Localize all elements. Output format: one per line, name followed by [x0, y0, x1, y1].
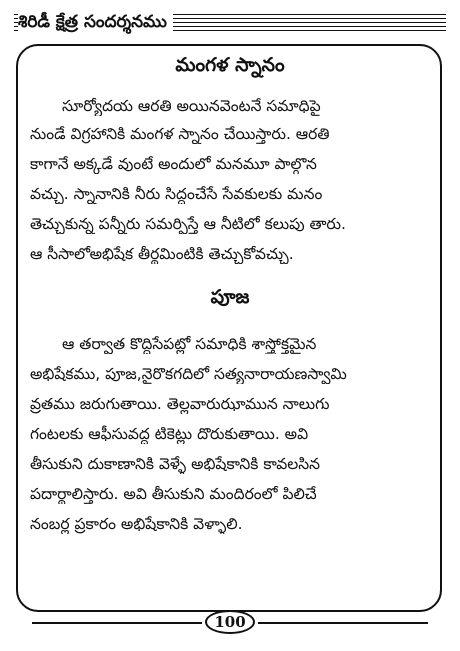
paragraph-line: పదార్థాలిస్తారు. అవి తీసుకుని మందిరంలో పిలిచే — [30, 485, 317, 503]
book-title: శిరిడీ క్షేత్ర సందర్శనము — [18, 12, 173, 36]
page-number: 100 — [205, 610, 255, 634]
paragraph-line: ఆ సీసాలోఅభిషేక తీర్థమింటికి తెచ్చుకోవచ్చు. — [30, 245, 294, 263]
section-heading-pooja: పూజ — [210, 286, 250, 308]
paragraph-line: వ్రతము జరుగుతాయి. తెల్లవారుఝామున నాలుగు — [30, 395, 330, 413]
paragraph-line: గంటలకు ఆఫీసువద్ద టికెట్లు దొరుకుతాయి. అవి — [30, 425, 309, 443]
paragraph-line: సూర్యోదయ ఆరతి అయినవెంటనే సమాధిపై — [62, 97, 321, 115]
paragraph-line: నంబర్ల ప్రకారం అభిషేకానికి వెళ్ళాలి. — [30, 515, 243, 533]
footer-rule-left — [32, 622, 202, 624]
paragraph-line: తీసుకుని దుకాణానికి వెళ్ళే అభిషేకానికి కావలసిన — [30, 455, 321, 473]
paragraph-line: ఆ తర్వాత కొద్దిసేపట్లో సమాధికి శాస్త్రోక్తమైన — [62, 335, 317, 353]
paragraph-line: కాగానే అక్కడే వుంటే అందులో మనమూ పాల్గొన — [30, 155, 317, 173]
paragraph-line: నుండే విగ్రహానికి మంగళ స్నానం చేయిస్తారు. ఆరతి — [30, 125, 330, 143]
section-heading-mangala-snanam: మంగళ స్నానం — [175, 54, 285, 76]
paragraph-line: అభిషేకము, పూజ,నైరొకగదిలో సత్యనారాయణస్వామి — [30, 365, 347, 383]
paragraph-line: తెచ్చుకున్న పన్నీరు సమర్పిస్తే ఆ నీటిలో కలుపు తారు. — [30, 215, 346, 233]
page-footer — [0, 610, 460, 636]
running-header — [14, 10, 446, 38]
footer-rule-right — [258, 622, 428, 624]
paragraph-line: వచ్చు. స్నానానికి నీరు సిద్ధంచేసే సేవకులకు మనం — [30, 185, 323, 203]
